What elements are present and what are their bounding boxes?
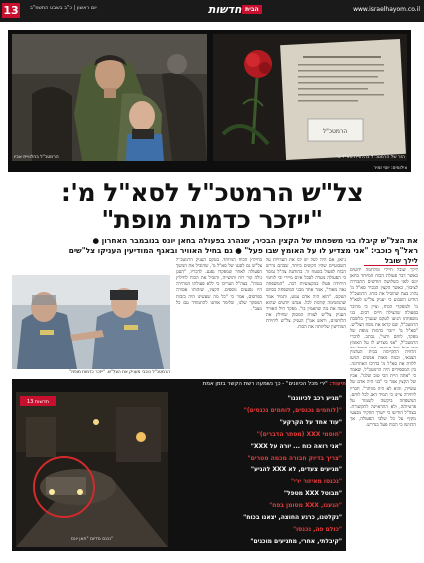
ceremony-photo-caption: הרמטכ"ל כוכבי מעניק את הצל"ש. "ייזכר כדמות מופת" [69, 370, 170, 375]
transcript-line: "עוד אחד על הקרקע" [279, 418, 342, 426]
wreath-photo [213, 34, 407, 161]
publication-date: יום ראשון | כ"ב בשבט התשפ"ב [30, 5, 97, 11]
site-url: www.israelhayom.co.il [353, 6, 420, 13]
transcript-line: "נכנסו מאיזור ירי" [290, 478, 342, 486]
ceremony-photo-art [12, 275, 170, 369]
section-brand: חדשות [208, 3, 242, 16]
photo-credit: צילומים: יוסי זמיר [373, 166, 407, 171]
section-logo: הבית [242, 5, 262, 14]
video-box-title-text: "ירי מכל הכיוונים" - כך נשמעה רשת הקשר בזמן אמת [202, 381, 328, 387]
article-column-4: הלוויה התקיימה בבית העלמין הצבאי, וכמה מאות אנשים הגיעו ללוות את סא"ל מ' בדרכו האחרונה. בין המספידים היה הרמטכ"ל, שאמר כי "אתה היית הכי טוב שלנו". אביו של הקצין אמר כי "בני היה אדם של עשייה, והוא לא היה מוותר". חבריו ליחידה ציינו כי תמיד דאג לכל לוחם. המשפחה ביקשה לשמור על פרטיותה, ולא התראיינה לתקשורת. בצה"ל הודיעו כי ייערך תחקיר מבצעי מקיף על כל שלבי הפעולה, אך הדגישו כי הכוח פעל כנדרש. [350, 350, 416, 429]
photo-strip [8, 30, 411, 172]
article-column-1: לילך שובל חיילי ומלחמה ידועים כאשר דבר פעולת הכוח המיוחד בחאן יונס לפני כשלושה חודשים התבררה לציבור, כאשר הקצין הבכיר סא"ל מ' נהרג בעת שהוביל את כוחו. הרמטכ"ל הודיע השבוע כי יעניק צל"ש לסא"ל מ' ולמפקדי הכוח, וציין כי מדובר בפעולה שהצילה חיים רבים. בני משפחתו הגיעו לטקס שנערך בלשכת הרמטכ"ל, שם קראו את נוסח הצל"ש. "סא"ל מ' ייזכר כדמות מופת של מפקד, לוחם ורעי", נכתב. לדברי הרמטכ"ל, "אני מצדיע לו על האומץ [350, 268, 418, 347]
video-box-title-prefix: תיעוד: [327, 381, 346, 387]
article-column-3: בחילוץ הכוח המיוחד. בטקס העניק הרמטכ"ל צל"ש גם לסגנו של סא"ל מ', שהוביל את המשך הפעולה לאחר שמפקדו נפגע. לדבריו, "הסגן גילה קור רוח ותושייה, והוביל את הכוח לחילוץ בטוח". בצה"ל העריכו כי ללא פעולתו המהירה היו נפגעים נוספים. הקצין, שזהותו אסורה בפרסום, אמר כי "כל מה שעשינו היה בזכות המפקד שלנו, שלימד אותנו להתמודד עם כל מצב". [176, 258, 262, 312]
transcript-line: "כולם פה, נכנסו" [292, 525, 342, 533]
transcript-line: "קיבלתי, אחרי, מתניעים מוכנים" [250, 537, 342, 545]
condolence-card-text: הרמטכ"ל [322, 128, 348, 135]
video-transcript-box [12, 379, 346, 551]
transcript-line: "נקלטנו, כרגע החוצה, יצאנו בכוח" [243, 514, 342, 522]
subhead-1: את הצל"ש קיבלו בני משפחתו של הקצין הבכיר, שנהרג בפעולה בחאן יונס בנובמבר האחרון ● [92, 236, 418, 245]
video-logo: חדשות 13 [26, 399, 50, 405]
video-box-title [12, 379, 346, 390]
page-number: 13 [3, 4, 19, 17]
transcript-line: "מבוטל XXX מטפל" [283, 490, 342, 498]
night-video-art [16, 392, 168, 547]
transcript-line: "מגיע רכב לכיווננו" [287, 395, 342, 402]
transcript-line: "מגיעים צעדים, לא XXX להגיע" [250, 466, 342, 474]
article-column-2: ג'ואן, אם היה לעל יש לנו את העדויות על השבועיים שהיו הקשים ביותר, שבהם נדרש הכוח לפעול בשטח זר. בהודעת צה"ל נמסר כי הפעולה נועדה לסכל איום מיידי וכי לוחמי היחידה פעלו במקצועיות רבה. "המשפחה גאה מאוד", אמר אחד מבני המשפחה בסיום הטקס. "הוא היה אדם צנוע, ותמיד אמר שהמשימה קודמת לכל. אנחנו יודעים שהוא עשה את מה שהאמין בו". מפקד חיל האוויר העניק צל"ש לצוות המסוק שחילץ את הלוחמים, וראש אמ"ן העניק צל"ש ליחידת המודיעין שליוותה את הכוח. [266, 258, 346, 331]
page-header [0, 0, 424, 22]
video-caption: נכנס מדיום "חאן יונס" [70, 537, 114, 542]
funeral-photo-caption: הרמטכ"ל בהלוויית אביו [14, 155, 59, 160]
video-still [16, 392, 168, 547]
byline: לילך שובל [364, 257, 418, 266]
wreath-photo-caption: הזר של הרמטכ"ל בהלוויית סא"ל מ' [336, 155, 405, 160]
transcript-line: "צריך בדיוק חבורה מכמה מטרים" [247, 454, 342, 462]
ceremony-photo [12, 275, 170, 369]
transcript-line: "חוסמי XXX (מסתר הדברים)" [256, 430, 342, 438]
subhead-2: ראל"ף כוכבי: "אני מצדיע לו על האומץ שבו פעל" ● גם בחיל האוויר ובאגף המודיעין העניקו צל"שים [68, 246, 418, 255]
headline-line-1: צל"ש הרמטכ"ל לסא"ל מ': [60, 178, 364, 207]
transcript-line: "הגענו, XXX מסומן בפח" [269, 502, 342, 510]
transcript-line: "(לוחמים נכנסים, לוחמים נכנסים)" [243, 406, 342, 414]
transcript-line: "אני רואה כוח ... יורה על XXX" [250, 442, 342, 450]
funeral-photo-art [12, 34, 207, 161]
funeral-photo [12, 34, 207, 161]
wreath-photo-art [213, 34, 407, 161]
headline-line-2: "ייזכר כדמות מופת" [101, 205, 323, 234]
radio-transcript [174, 393, 342, 549]
